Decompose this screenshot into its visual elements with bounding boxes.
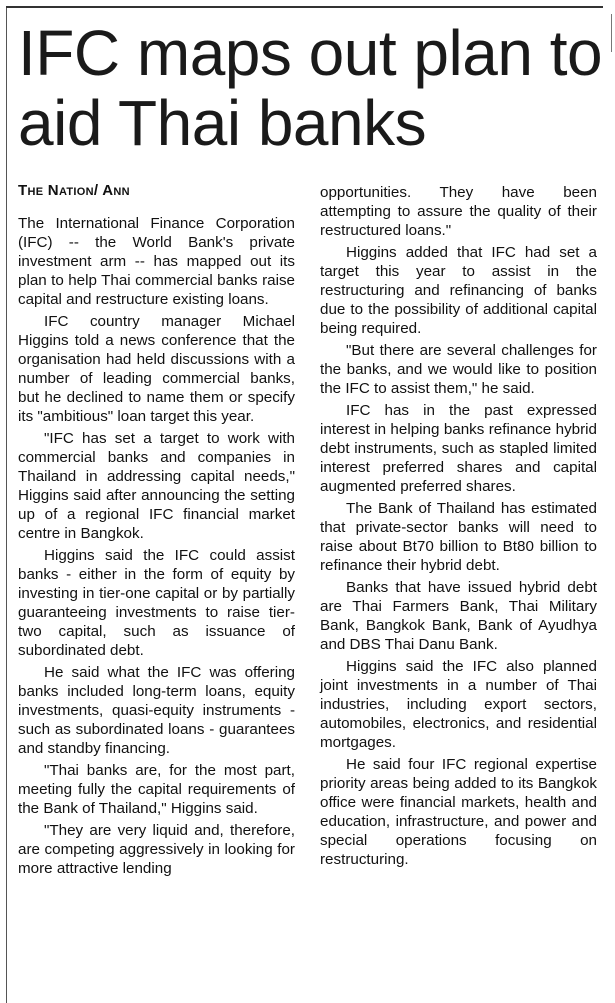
paragraph: The International Finance Corporation (IFC) -- the World Bank's private investment arm -- has mapped out its plan to help Thai commercial banks raise capital and restructure existing loans. — [18, 215, 295, 308]
paragraph: Higgins added that IFC had set a target this year to assist in the restructuring and refinancing of banks due to the possibility of additional capital being required. — [320, 244, 597, 337]
top-rule — [6, 6, 603, 8]
paragraph: The Bank of Thailand has estimated that private-sector banks will need to raise about Bt70 billion to Bt80 billion to refinance their hybrid debt. — [320, 500, 597, 574]
byline: The Nation/ Ann — [18, 182, 130, 199]
paragraph: "IFC has set a target to work with commercial banks and companies in Thailand in addressing capital needs," Higgins said after announcing the setting up of a regional IFC financial market centre in Bangkok. — [18, 430, 295, 542]
paragraph: Higgins said the IFC also planned joint investments in a number of Thai industries, including export sectors, automobiles, electronics, and residential mortgages. — [320, 658, 597, 751]
paragraph: He said what the IFC was offering banks included long-term loans, equity investments, quasi-equity instruments - such as subordinated loans - guarantees and standby financing. — [18, 664, 295, 757]
paragraph: "They are very liquid and, therefore, are competing aggressively in looking for more attractive lending — [18, 822, 295, 877]
paragraph: IFC has in the past expressed interest in helping banks refinance hybrid debt instruments, such as stapled limited interest preferred shares and capital augmented preferred shares. — [320, 402, 597, 495]
paragraph: He said four IFC regional expertise priority areas being added to its Bangkok office were financial markets, health and education, infrastructure, and power and special operations focusing on restructuring. — [320, 756, 597, 868]
article-left-border — [6, 8, 7, 1003]
headline: IFC maps out plan to aid Thai banks — [18, 17, 603, 159]
paragraph: Banks that have issued hybrid debt are Thai Farmers Bank, Thai Military Bank, Bangkok Bank, Bank of Ayudhya and DBS Thai Danu Bank. — [320, 579, 597, 653]
paragraph: opportunities. They have been attempting to assure the quality of their restructured loans." — [320, 184, 597, 239]
paragraph: Higgins said the IFC could assist banks - either in the form of equity by investing in tier-one capital or by partially guaranteeing investments to raise tier-two capital, such as issuance of subordinated debt. — [18, 547, 295, 659]
article-right-border — [611, 14, 612, 52]
paragraph: "Thai banks are, for the most part, meeting fully the capital requirements of the Bank of Thailand," Higgins said. — [18, 762, 295, 817]
paragraph: IFC country manager Michael Higgins told a news conference that the organisation had held discussions with a number of leading commercial banks, but he declined to name them or specify its "ambitious" loan target this year. — [18, 313, 295, 425]
article-column-right — [320, 183, 597, 872]
paragraph: "But there are several challenges for the banks, and we would like to position the IFC to assist them," he said. — [320, 342, 597, 397]
article-column-left — [18, 214, 295, 881]
